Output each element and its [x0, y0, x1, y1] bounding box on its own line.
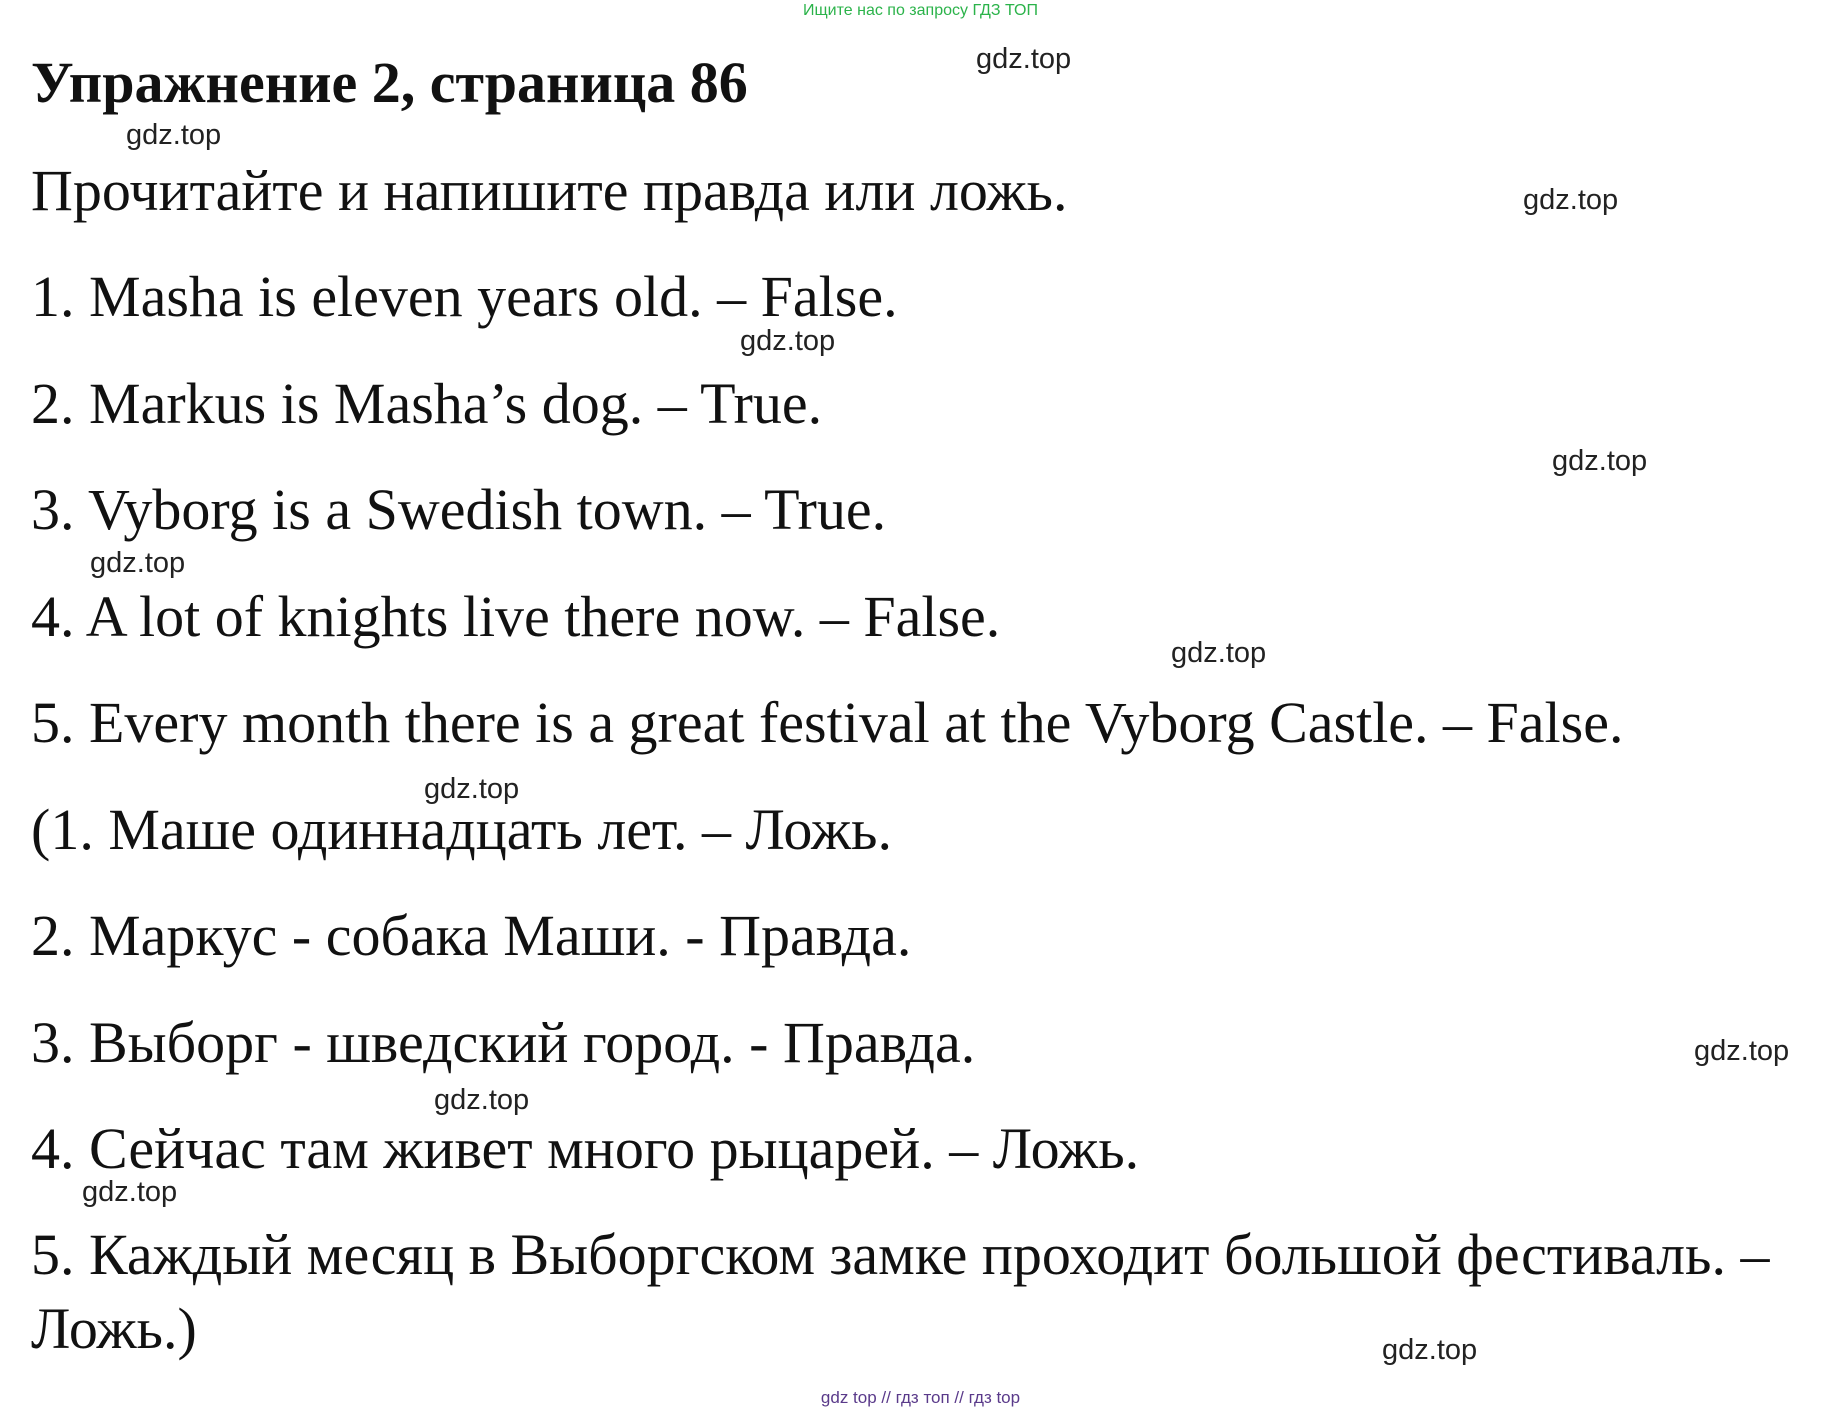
watermark: gdz.top [1171, 637, 1267, 669]
watermark: gdz.top [1552, 445, 1648, 477]
watermark: gdz.top [1523, 184, 1619, 216]
answer-en-3: 3. Vyborg is a Swedish town. – True. [31, 477, 887, 542]
answer-en-4: 4. A lot of knights live there now. – False. [31, 584, 1001, 649]
watermark: gdz.top [1694, 1035, 1790, 1067]
top-banner: Ищите нас по запросу ГДЗ ТОП [803, 2, 1038, 19]
answer-en-5: 5. Every month there is a great festival at the Vyborg Castle. – False. [31, 690, 1624, 755]
answer-ru-5: 5. Каждый месяц в Выборгском замке проходит большой фестиваль. – [31, 1222, 1770, 1287]
answer-ru-5-continued: Ложь.) [31, 1296, 197, 1361]
answer-ru-2: 2. Маркус - собака Маши. - Правда. [31, 903, 912, 968]
page-title: Упражнение 2, страница 86 [31, 50, 748, 115]
watermark: gdz.top [1382, 1334, 1478, 1366]
answer-ru-3: 3. Выборг - шведский город. - Правда. [31, 1010, 976, 1075]
watermark: gdz.top [434, 1084, 530, 1116]
answer-en-2: 2. Markus is Masha’s dog. – True. [31, 371, 823, 436]
footer-links: gdz top // гдз топ // гдз top [820, 1388, 1021, 1407]
watermark: gdz.top [424, 773, 520, 805]
answer-en-1: 1. Masha is eleven years old. – False. [31, 264, 898, 329]
watermark: gdz.top [740, 325, 836, 357]
answer-ru-1: (1. Маше одиннадцать лет. – Ложь. [31, 797, 892, 862]
instruction: Прочитайте и напишите правда или ложь. [31, 158, 1068, 223]
answer-ru-4: 4. Сейчас там живет много рыцарей. – Ложь. [31, 1116, 1140, 1181]
watermark: gdz.top [82, 1176, 178, 1208]
watermark: gdz.top [976, 43, 1072, 75]
watermark: gdz.top [126, 119, 222, 151]
watermark: gdz.top [90, 547, 186, 579]
